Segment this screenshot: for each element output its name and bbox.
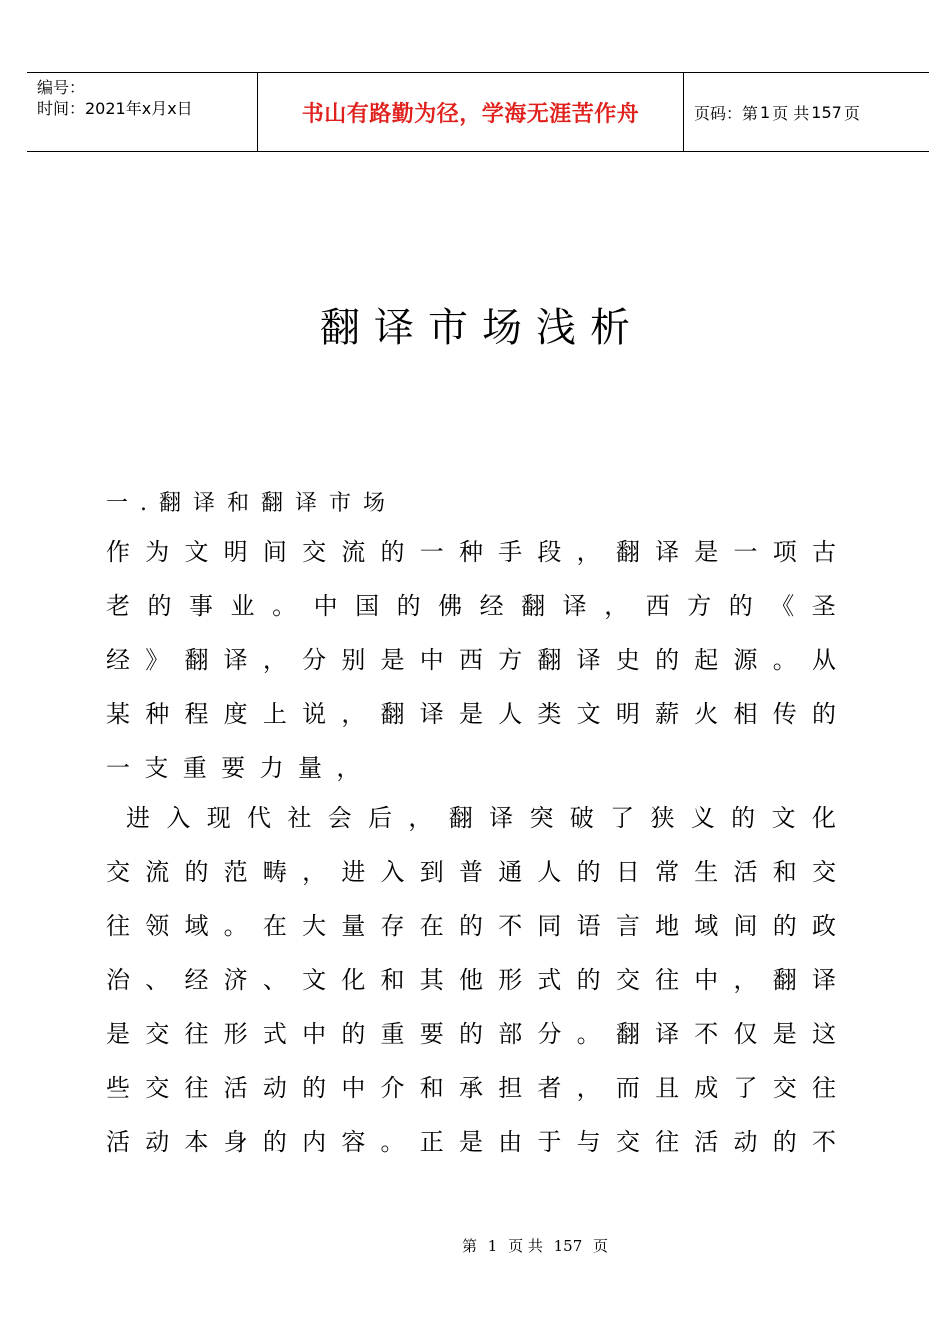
body-char: 化	[341, 966, 366, 994]
body-char: 重	[380, 1020, 405, 1048]
body-char: 西	[645, 592, 670, 620]
body-char: 活	[106, 1128, 130, 1156]
body-char: 其	[419, 966, 444, 994]
body-char: 突	[529, 804, 554, 832]
body-char: 狭	[650, 804, 675, 832]
body-char: 别	[341, 646, 366, 674]
body-char: 语	[576, 912, 601, 940]
body-char: 。	[772, 646, 797, 674]
body-char: 间	[733, 912, 758, 940]
body-char: 域	[694, 912, 719, 940]
body-char: 而	[615, 1074, 640, 1102]
body-char: 经	[479, 592, 504, 620]
body-char: 是	[380, 646, 405, 674]
body-char: 中	[341, 1074, 366, 1102]
body-char: 传	[772, 700, 797, 728]
body-char: 的	[396, 592, 421, 620]
body-char: 起	[694, 646, 719, 674]
body-char: 中	[302, 1020, 327, 1048]
body-char: 文	[576, 700, 601, 728]
body-char: 流	[341, 538, 366, 566]
body-char: 译	[489, 804, 514, 832]
body-char: 承	[458, 1074, 483, 1102]
body-char: 火	[694, 700, 719, 728]
body-char: 交	[302, 538, 327, 566]
body-char: 往	[184, 1074, 209, 1102]
body-char: 中	[419, 646, 444, 674]
body-char: 现	[206, 804, 231, 832]
body-char: 进	[126, 804, 150, 832]
body-char: 种	[145, 700, 170, 728]
body-char: ，	[604, 592, 629, 620]
body-line	[106, 537, 836, 567]
body-char: 从	[811, 646, 836, 674]
body-char: 了	[610, 804, 635, 832]
body-char: 的	[458, 912, 483, 940]
body-char: ，	[336, 754, 361, 782]
body-char: 些	[106, 1074, 130, 1102]
body-char: 担	[498, 1074, 523, 1102]
body-char: 身	[223, 1128, 248, 1156]
body-char: 量	[341, 912, 366, 940]
body-char: 手	[498, 538, 523, 566]
body-char: 者	[537, 1074, 562, 1102]
body-char: 的	[576, 966, 601, 994]
body-char: 仅	[733, 1020, 758, 1048]
body-char: 人	[498, 700, 523, 728]
body-char: 正	[419, 1128, 444, 1156]
body-char: 动	[733, 1128, 758, 1156]
body-char: 间	[262, 538, 287, 566]
body-char: 和	[419, 1074, 444, 1102]
body-char: 本	[184, 1128, 209, 1156]
body-char: 文	[771, 804, 796, 832]
body-char: 式	[537, 966, 562, 994]
body-char: 在	[419, 912, 444, 940]
body-char: 古	[811, 538, 836, 566]
body-line	[106, 753, 836, 783]
body-char: 翻	[380, 700, 405, 728]
body-char: 同	[537, 912, 562, 940]
body-char: 通	[498, 858, 523, 886]
body-char: 政	[811, 912, 836, 940]
body-char: 部	[498, 1020, 523, 1048]
body-char: 要	[221, 754, 246, 782]
body-char: 方	[687, 592, 712, 620]
body-char: 存	[380, 912, 405, 940]
body-char: ，	[733, 966, 758, 994]
body-char: 介	[380, 1074, 405, 1102]
body-char: 和	[380, 966, 405, 994]
header-page-info	[684, 73, 929, 151]
body-char: 与	[576, 1128, 601, 1156]
body-char: 后	[368, 804, 393, 832]
body-char: 普	[458, 858, 483, 886]
body-line	[106, 645, 836, 675]
body-char: 流	[145, 858, 170, 886]
body-char: 化	[811, 804, 836, 832]
body-char: 。	[380, 1128, 405, 1156]
body-char: 译	[562, 592, 587, 620]
body-char: 域	[184, 912, 209, 940]
body-char: 容	[341, 1128, 366, 1156]
body-char: 中	[313, 592, 338, 620]
body-char: 破	[569, 804, 594, 832]
body-char: 交	[811, 858, 836, 886]
body-char: 某	[106, 700, 130, 728]
body-char: 文	[184, 538, 209, 566]
body-char: 交	[615, 1128, 640, 1156]
body-char: 的	[576, 858, 601, 886]
body-char: 要	[419, 1020, 444, 1048]
body-char: 进	[341, 858, 366, 886]
body-char: 言	[615, 912, 640, 940]
body-char: 译	[419, 700, 444, 728]
body-char: ，	[262, 646, 287, 674]
body-char: 动	[145, 1128, 170, 1156]
body-char: 是	[458, 700, 483, 728]
body-char: 一	[106, 754, 130, 782]
body-char: 在	[262, 912, 287, 940]
body-char: 是	[772, 1020, 797, 1048]
footer-total: 157	[553, 1237, 583, 1255]
body-char: 的	[728, 592, 753, 620]
body-char: 形	[498, 966, 523, 994]
body-char: 翻	[448, 804, 473, 832]
body-char: 他	[458, 966, 483, 994]
page-prefix: 页码：第	[694, 103, 759, 123]
body-char: 量	[297, 754, 322, 782]
body-char: 入	[166, 804, 191, 832]
body-char: 治	[106, 966, 130, 994]
body-char: 会	[327, 804, 352, 832]
page-footer	[0, 1235, 950, 1256]
footer-suffix: 页	[593, 1237, 609, 1255]
body-char: 为	[145, 538, 170, 566]
body-char: 程	[184, 700, 209, 728]
body-char: 日	[615, 858, 640, 886]
body-char: 的	[262, 1128, 287, 1156]
number-label: 编号：	[37, 78, 86, 97]
body-char: 活	[223, 1074, 248, 1102]
body-char: 代	[247, 804, 272, 832]
body-char: 交	[615, 966, 640, 994]
body-char: 交	[106, 858, 130, 886]
body-char: 的	[147, 592, 172, 620]
time-label: 时间：2021年x月x日	[37, 99, 193, 118]
body-char: 义	[690, 804, 715, 832]
body-line	[106, 911, 836, 941]
body-char: 度	[223, 700, 248, 728]
body-char: 译	[223, 646, 248, 674]
document-title: 翻译市场浅析	[320, 305, 644, 351]
body-char: 佛	[438, 592, 463, 620]
body-char: 翻	[772, 966, 797, 994]
body-char: 交	[145, 1020, 170, 1048]
body-char: ，	[576, 1074, 601, 1102]
body-char: 业	[230, 592, 255, 620]
page-suffix: 页	[843, 103, 860, 123]
body-char: 事	[189, 592, 214, 620]
body-char: 说	[302, 700, 327, 728]
body-char: 《	[770, 592, 795, 620]
body-char: 不	[811, 1128, 836, 1156]
body-line	[106, 1127, 836, 1157]
body-char: 分	[302, 646, 327, 674]
body-char: 活	[733, 858, 758, 886]
body-char: ，	[341, 700, 366, 728]
body-char: 上	[262, 700, 287, 728]
body-char: 往	[811, 1074, 836, 1102]
body-char: 经	[106, 646, 130, 674]
body-char: 薪	[655, 700, 680, 728]
body-char: 地	[655, 912, 680, 940]
body-char: 项	[772, 538, 797, 566]
body-char: 翻	[184, 646, 209, 674]
body-char: 译	[655, 538, 680, 566]
body-char: 由	[498, 1128, 523, 1156]
footer-current: 1	[487, 1237, 498, 1255]
body-char: 大	[302, 912, 327, 940]
body-char: 力	[259, 754, 284, 782]
body-char: 和	[772, 858, 797, 886]
body-char: 分	[537, 1020, 562, 1048]
body-char: 的	[341, 1020, 366, 1048]
body-char: 经	[184, 966, 209, 994]
body-char: 济	[223, 966, 248, 994]
body-char: 明	[223, 538, 248, 566]
body-char: 往	[184, 1020, 209, 1048]
body-char: 的	[811, 700, 836, 728]
body-char: 的	[772, 1128, 797, 1156]
body-char: 圣	[811, 592, 836, 620]
body-char: 西	[458, 646, 483, 674]
body-char: 种	[458, 538, 483, 566]
body-char: 源	[733, 646, 758, 674]
body-char: 翻	[537, 646, 562, 674]
document-header	[27, 72, 929, 152]
body-line	[106, 699, 836, 729]
body-char: 到	[419, 858, 444, 886]
body-char: 是	[106, 1020, 130, 1048]
body-char: 。	[272, 592, 297, 620]
body-line	[126, 803, 836, 833]
body-char: 于	[537, 1128, 562, 1156]
body-char: ，	[302, 858, 327, 886]
body-char: 的	[772, 912, 797, 940]
body-char: 生	[694, 858, 719, 886]
body-char: 明	[615, 700, 640, 728]
body-char: 了	[733, 1074, 758, 1102]
body-char: 往	[106, 912, 130, 940]
body-line	[106, 1073, 836, 1103]
body-char: 类	[537, 700, 562, 728]
body-char: 成	[694, 1074, 719, 1102]
body-line	[106, 965, 836, 995]
body-char: 段	[537, 538, 562, 566]
body-char: 内	[302, 1128, 327, 1156]
body-char: 入	[380, 858, 405, 886]
body-char: 不	[694, 1020, 719, 1048]
body-char: 。	[576, 1020, 601, 1048]
header-motto-cell	[258, 73, 684, 151]
body-char: 翻	[615, 538, 640, 566]
body-char: 的	[458, 1020, 483, 1048]
body-char: 范	[223, 858, 248, 886]
body-char: 动	[262, 1074, 287, 1102]
body-char: 》	[145, 646, 170, 674]
body-char: 且	[655, 1074, 680, 1102]
body-char: 译	[655, 1020, 680, 1048]
body-char: 中	[694, 966, 719, 994]
body-char: 一	[419, 538, 444, 566]
body-char: 这	[811, 1020, 836, 1048]
body-char: 翻	[615, 1020, 640, 1048]
body-char: 人	[537, 858, 562, 886]
body-char: 重	[182, 754, 207, 782]
header-meta	[27, 73, 258, 151]
body-char: 的	[184, 858, 209, 886]
body-char: 方	[498, 646, 523, 674]
body-char: 式	[262, 1020, 287, 1048]
body-char: 领	[145, 912, 170, 940]
body-char: 交	[772, 1074, 797, 1102]
body-line	[106, 591, 836, 621]
body-line	[106, 857, 836, 887]
body-char: 交	[145, 1074, 170, 1102]
body-char: 是	[458, 1128, 483, 1156]
body-char: 译	[576, 646, 601, 674]
body-char: 往	[655, 966, 680, 994]
body-char: 的	[302, 1074, 327, 1102]
section-heading: 一.翻译和翻译市场	[106, 491, 397, 516]
body-char: 史	[615, 646, 640, 674]
body-char: 一	[733, 538, 758, 566]
body-char: 畴	[262, 858, 287, 886]
footer-mid: 页 共	[508, 1237, 543, 1255]
page-current: 1	[760, 102, 771, 122]
body-char: 往	[655, 1128, 680, 1156]
body-char: 国	[355, 592, 380, 620]
body-char: 形	[223, 1020, 248, 1048]
body-char: 支	[144, 754, 169, 782]
body-line	[106, 1019, 836, 1049]
footer-prefix: 第	[461, 1237, 477, 1255]
body-char: 的	[731, 804, 756, 832]
header-motto: 书山有路勤为径，学海无涯苦作舟	[301, 101, 640, 127]
body-char: 活	[694, 1128, 719, 1156]
body-char: 。	[223, 912, 248, 940]
body-char: 不	[498, 912, 523, 940]
body-char: 常	[655, 858, 680, 886]
body-char: 、	[145, 966, 170, 994]
body-char: 是	[694, 538, 719, 566]
body-char: 翻	[521, 592, 546, 620]
body-char: 作	[106, 538, 130, 566]
body-char: 的	[380, 538, 405, 566]
body-char: 的	[655, 646, 680, 674]
body-char: 老	[106, 592, 130, 620]
body-char: 社	[287, 804, 312, 832]
page-total: 157	[811, 102, 842, 122]
body-char: 译	[811, 966, 836, 994]
body-char: ，	[408, 804, 433, 832]
body-char: 相	[733, 700, 758, 728]
page-mid: 页 共	[772, 103, 810, 123]
body-char: 文	[302, 966, 327, 994]
body-char: ，	[576, 538, 601, 566]
body-char: 、	[262, 966, 287, 994]
